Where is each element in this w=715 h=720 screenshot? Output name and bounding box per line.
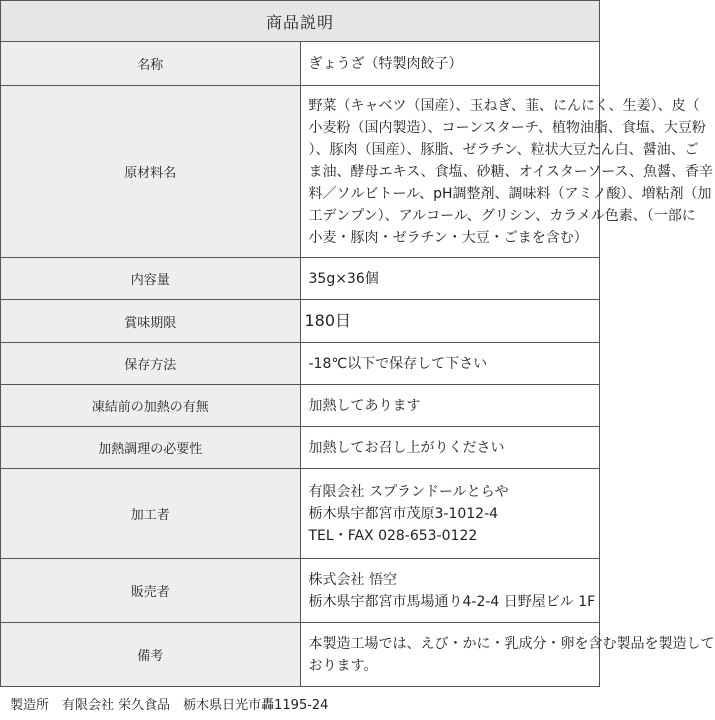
label-seller: 販売者 <box>1 559 301 623</box>
value-line: ま油、酵母エキス、食塩、砂糖、オイスターソース、魚醤、香辛 <box>308 163 713 180</box>
label-quantity: 内容量 <box>1 258 301 300</box>
table-header-row <box>1 1 600 42</box>
label-storage: 保存方法 <box>1 343 301 385</box>
value-quantity <box>300 258 600 300</box>
value-line: ぎょうざ（特製肉餃子） <box>308 55 463 72</box>
value-line: 栃木県宇都宮市馬場通り4-2-4 日野屋ビル 1F <box>308 593 596 610</box>
value-best-before <box>300 300 600 343</box>
row-quantity <box>1 258 600 300</box>
row-remarks <box>1 623 600 687</box>
value-line: 小麦・豚肉・ゼラチン・大豆・ごまを含む） <box>308 229 588 246</box>
value-line: 35g×36個 <box>308 270 379 287</box>
label-ingredients: 原材料名 <box>1 86 301 258</box>
label-cooking-required: 加熱調理の必要性 <box>1 427 301 469</box>
value-line: ）、豚肉（国産）、豚脂、ゼラチン、粒状大豆たん白、醤油、ご <box>308 141 699 158</box>
value-heated-before-freezing <box>300 385 600 427</box>
value-line: 野菜（キャベツ（国産）、玉ねぎ、韮、にんにく、生姜）、皮（ <box>308 97 700 114</box>
value-storage <box>300 343 600 385</box>
row-cooking-required <box>1 427 600 469</box>
value-line: TEL・FAX 028-653-0122 <box>308 527 478 544</box>
value-line: -18℃以下で保存して下さい <box>308 355 488 372</box>
row-heated-before-freezing <box>1 385 600 427</box>
value-remarks <box>300 623 715 687</box>
row-best-before <box>1 300 600 343</box>
row-seller <box>1 559 600 623</box>
value-line: 栃木県宇都宮市茂原3-1012-4 <box>308 505 499 522</box>
label-best-before: 賞味期限 <box>1 300 301 343</box>
value-line: 加熱してあります <box>308 397 421 414</box>
value-line: 料／ソルビトール、pH調整剤、調味料（アミノ酸）、増粘剤（加 <box>308 185 712 202</box>
label-remarks: 備考 <box>1 623 301 687</box>
value-line: 180日 <box>304 311 352 330</box>
row-name <box>1 42 600 86</box>
value-seller <box>300 559 600 623</box>
value-line: 小麦粉（国内製造）、コーンスターチ、植物油脂、食塩、大豆粉 <box>308 119 706 136</box>
label-processor: 加工者 <box>1 469 301 559</box>
value-line: 工デンプン）、アルコール、グリシン、カラメル色素、（一部に <box>308 207 696 224</box>
value-line: 有限会社 スプランドールとらや <box>308 483 509 500</box>
row-processor <box>1 469 600 559</box>
manufacturer-footer: 製造所 有限会社 栄久食品 栃木県日光市轟1195-24 <box>10 698 329 713</box>
value-line: 加熱してお召し上がりください <box>308 439 505 456</box>
row-storage <box>1 343 600 385</box>
value-line: おります。 <box>308 657 378 674</box>
value-line: 本製造工場では、えび・かに・乳成分・卵を含む製品を製造して <box>308 635 715 652</box>
row-ingredients <box>1 86 600 258</box>
value-line: 株式会社 悟空 <box>308 571 397 588</box>
value-processor <box>300 469 600 559</box>
value-ingredients <box>300 86 713 258</box>
table-title: 商品説明 <box>1 1 600 42</box>
label-heated-before-freezing: 凍結前の加熱の有無 <box>1 385 301 427</box>
label-name: 名称 <box>1 42 301 86</box>
value-name <box>300 42 600 86</box>
value-cooking-required <box>300 427 600 469</box>
